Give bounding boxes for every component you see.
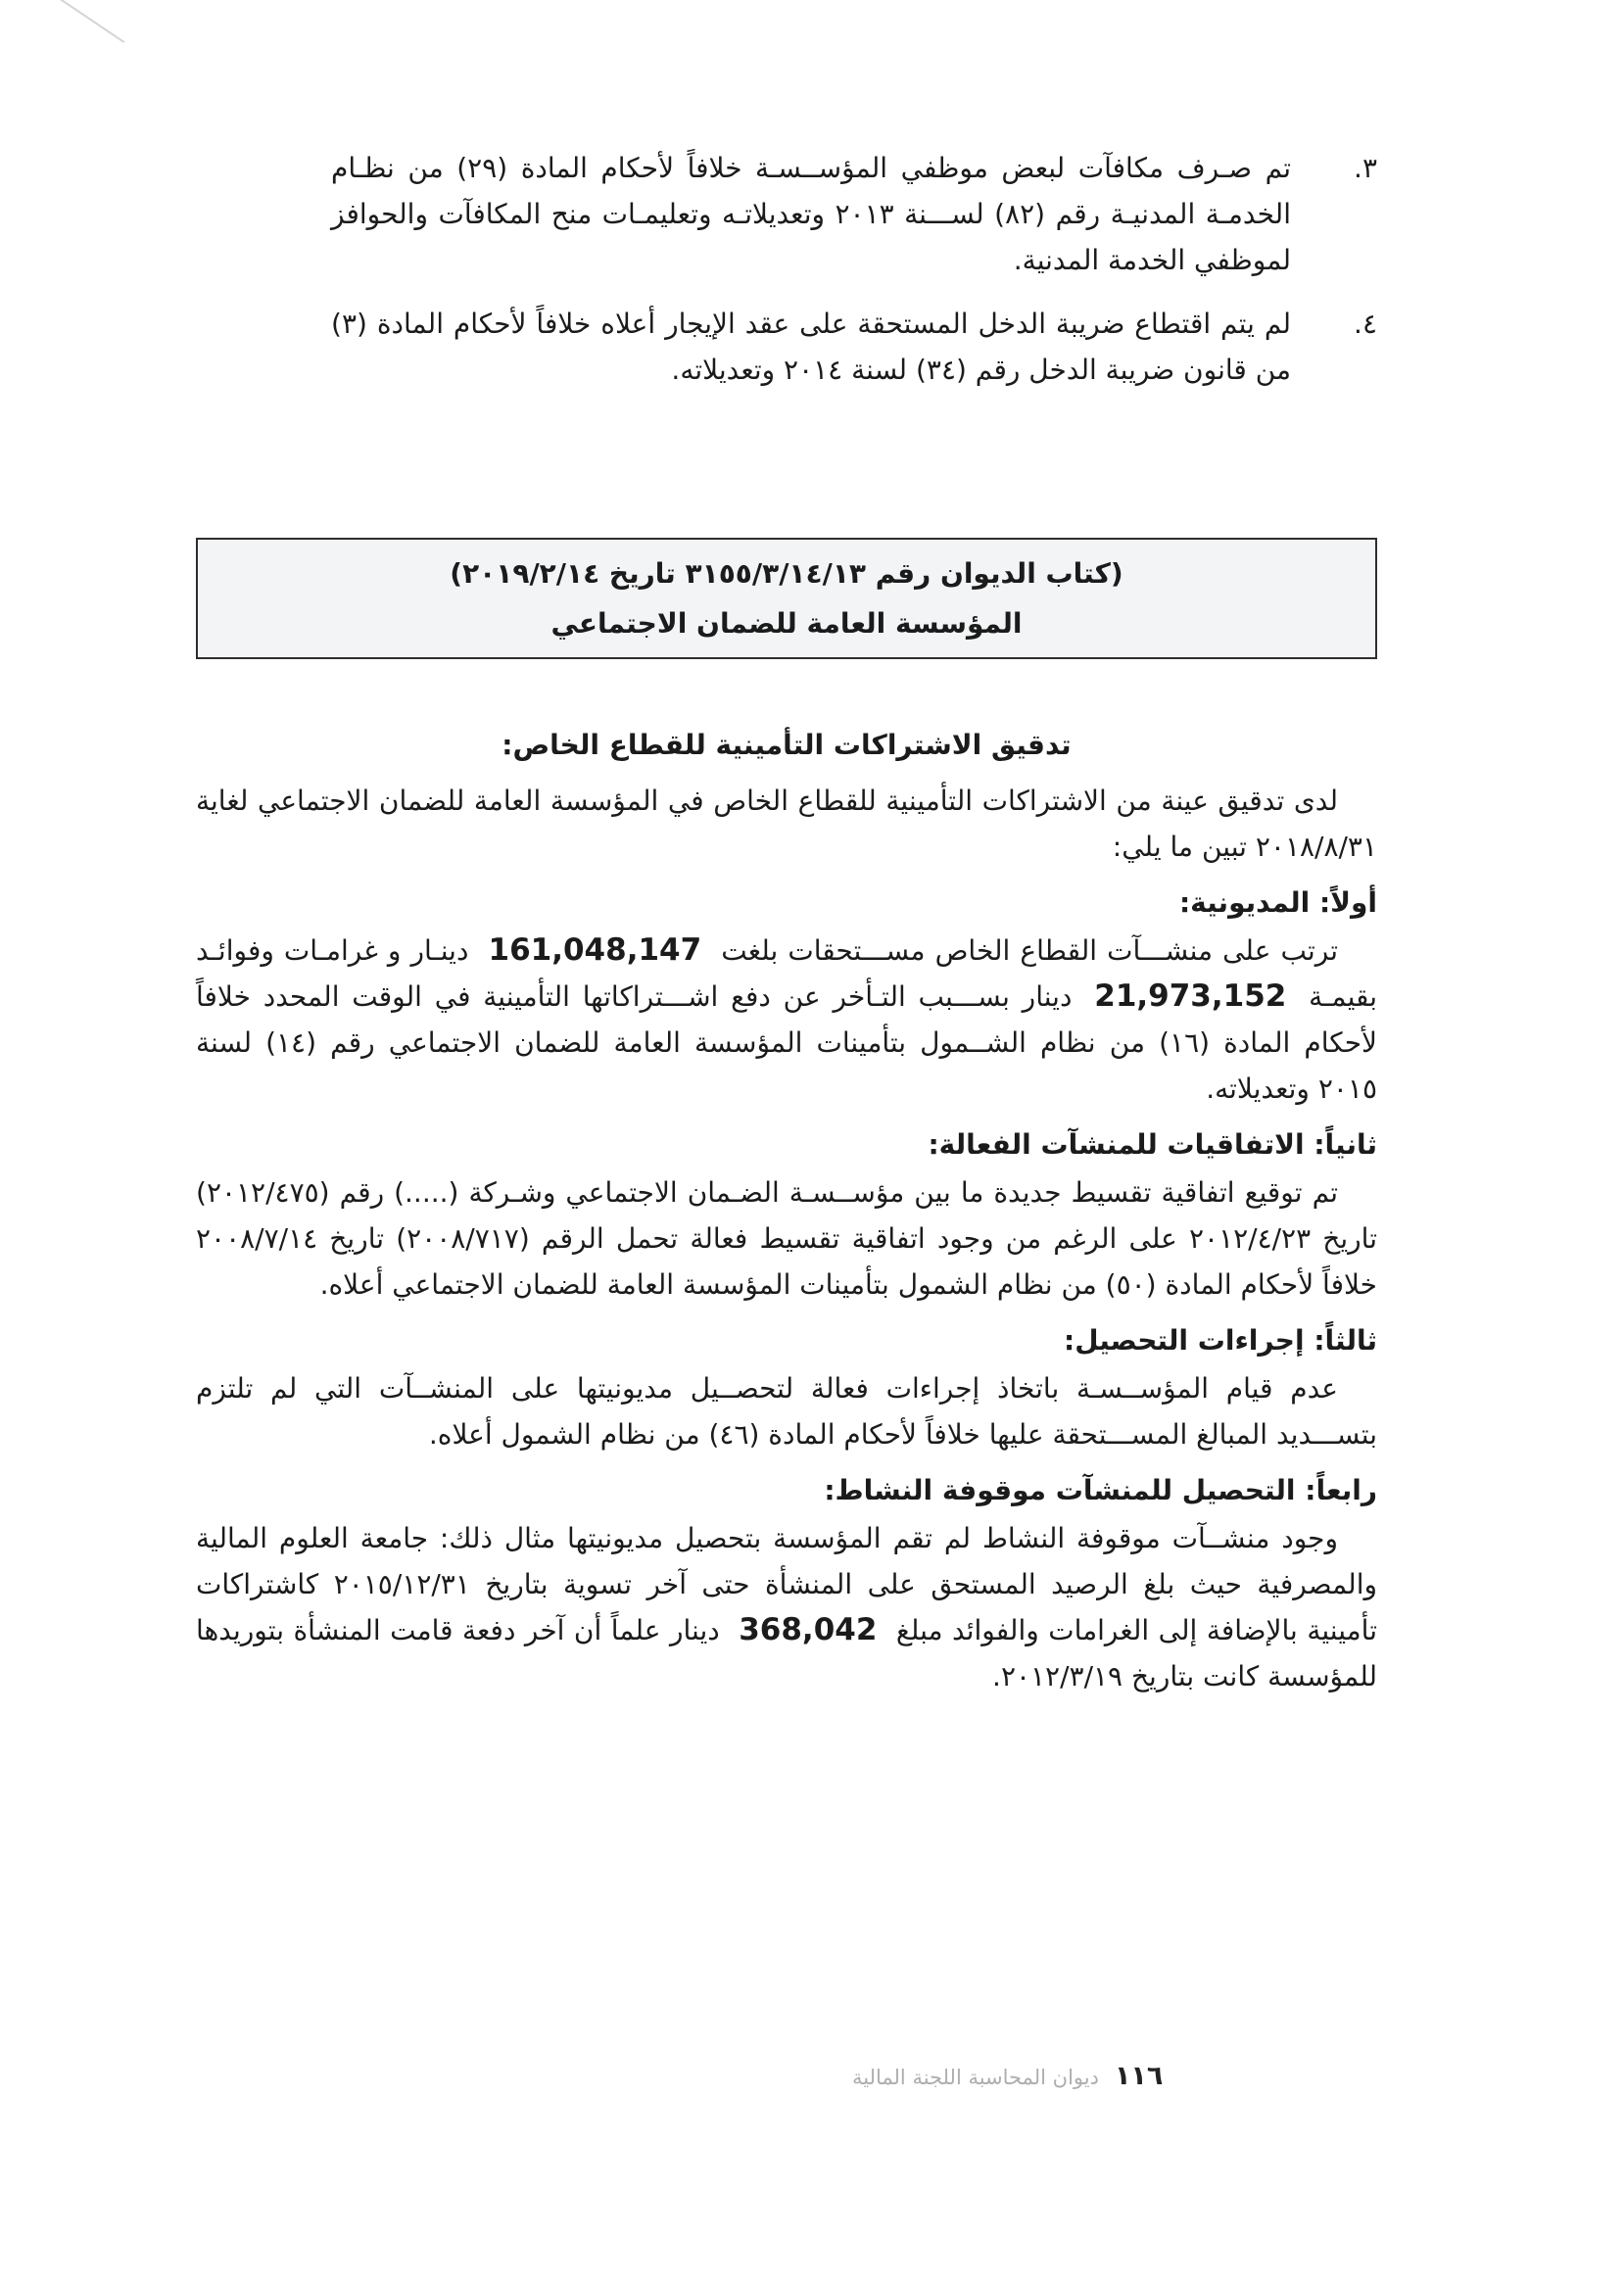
paragraph-first-seg1: ترتب على منشـــآت القطاع الخاص مســـتحقات بلغت — [711, 934, 1338, 967]
numbered-item-3 — [331, 145, 1377, 283]
paragraph-first-seg2: دينـار و غرامـات وفوائـد بقيمـة — [196, 934, 1377, 1013]
page-content — [196, 145, 1377, 1705]
paragraph-fourth-seg2: دينار علماً أن آخر دفعة قامت المنشأة بتوريدها للمؤسسة كانت بتاريخ ٢٠١٢/٣/١٩. — [196, 1614, 1377, 1692]
item-text: لم يتم اقتطاع ضريبة الدخل المستحقة على عقد الإيجار أعلاه خلافاً لأحكام المادة (٣) من قانون ضريبة الدخل رقم (٣٤) لسنة ٢٠١٤ وتعديلاته. — [331, 308, 1291, 386]
subsection-heading-second: ثانياً: الاتفاقيات للمنشآت الفعالة: — [928, 1128, 1377, 1161]
subsection-heading-first: أولاً: المديونية: — [1178, 886, 1377, 919]
amount-figure-3: 368,042 — [739, 1612, 878, 1647]
subsection-heading-fourth: رابعاً: التحصيل للمنشآت موقوفة النشاط: — [824, 1474, 1377, 1506]
paragraph-fourth-seg1: وجود منشــآت موقوفة النشاط لم تقم المؤسسة بتحصيل مديونيتها مثال ذلك: جامعة العلوم المالية والمصرفية حيث بلغ الرصيد المستحق على المنشأة حتى آخر تسوية بتاريخ ٢٠١٥/١٢/٣١ كاشتراكات تأمينية بالإضافة إلى الغرامات والفوائد مبلغ — [196, 1522, 1378, 1646]
intro-paragraph: لدى تدقيق عينة من الاشتراكات التأمينية للقطاع الخاص في المؤسسة العامة للضمان الاجتماعي لغاية ٢٠١٨/٨/٣١ تبين ما يلي: — [196, 785, 1377, 863]
letter-box-line2: المؤسسة العامة للضمان الاجتماعي — [550, 607, 1023, 640]
paragraph-second: تم توقيع اتفاقية تقسيط جديدة ما بين مؤســسـة الضـمان الاجتماعي وشـركة (.....) رقم (٢٠١٢/٤٧٥) تاريخ ٢٠١٢/٤/٢٣ على الرغم من وجود اتفاقية تقسيط فعالة تحمل الرقم (٢٠٠٨/٧١٧) تاريخ ٢٠٠٨/٧/١٤ خلافاً لأحكام المادة (٥٠) من نظام الشمول بتأمينات المؤسسة العامة للضمان الاجتماعي أعلاه. — [196, 1176, 1378, 1301]
subsection-heading-third: ثالثاً: إجراءات التحصيل: — [1064, 1324, 1377, 1357]
paragraph-first-seg3: دينار بســـبب التـأخر عن دفع اشـــتراكاتها التأمينية في الوقت المحدد خلافاً لأحكام المادة (١٦) من نظام الشــمول بتأمينات المؤسسة العامة للضمان الاجتماعي رقم (١٤) لسنة ٢٠١٥ وتعديلاته. — [196, 980, 1378, 1105]
amount-figure-1: 161,048,147 — [488, 932, 702, 968]
item-marker: ٣. — [1354, 152, 1377, 184]
paragraph-first — [196, 928, 1377, 1112]
section-heading: تدقيق الاشتراكات التأمينية للقطاع الخاص: — [502, 729, 1072, 761]
page-number: ١١٦ — [1114, 2061, 1164, 2091]
numbered-item-4 — [331, 301, 1377, 393]
amount-figure-2: 21,973,152 — [1094, 978, 1287, 1014]
item-text: تم صـرف مكافآت لبعض موظفي المؤســسـة خلافاً لأحكام المادة (٢٩) من نظـام الخدمـة المدنيـة رقم (٨٢) لســـنة ٢٠١٣ وتعديلاتـه وتعليمـات منح المكافآت والحوافز لموظفي الخدمة المدنية. — [331, 152, 1292, 276]
scan-crease-artifact — [54, 0, 124, 43]
letter-box-line1: (كتاب الديوان رقم ٣١٥٥/٣/١٤/١٣ تاريخ ٢٠١٩/٢/١٤) — [450, 557, 1123, 590]
paragraph-fourth — [196, 1515, 1377, 1699]
numbered-list — [331, 145, 1377, 393]
item-marker: ٤. — [1354, 308, 1377, 340]
page-footer — [852, 2061, 1163, 2091]
letter-reference-box — [196, 538, 1377, 659]
footer-label: ديوان المحاسبة اللجنة المالية — [852, 2066, 1099, 2089]
paragraph-third: عدم قيام المؤســسـة باتخاذ إجراءات فعالة لتحصــيل مديونيتها على المنشــآت التي لم تلتزم بتســـديد المبالغ المســـتحقة عليها خلافاً لأحكام المادة (٤٦) من نظام الشمول أعلاه. — [196, 1372, 1377, 1451]
